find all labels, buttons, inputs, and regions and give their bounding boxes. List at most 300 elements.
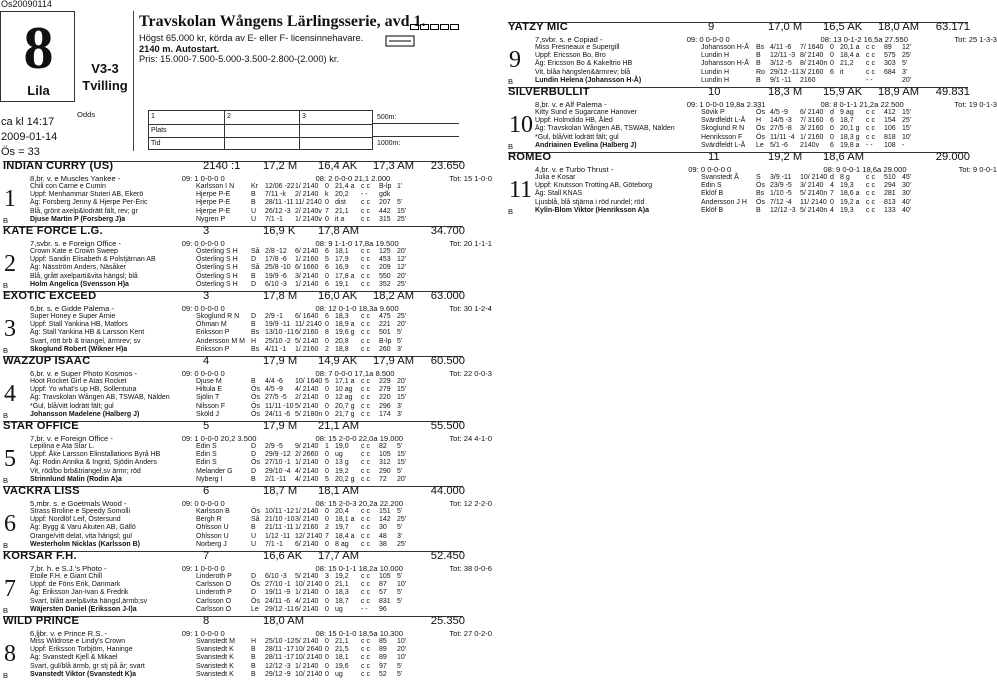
race-pos-distance: 5/ 2180n	[295, 410, 323, 418]
prize-money: 25.350	[430, 615, 465, 627]
record-1: 16,6 AK	[263, 550, 303, 562]
race-prize: 15'	[397, 394, 407, 402]
race-pos-distance: 7/ 1640	[800, 44, 824, 51]
race-date: 12/11 -3	[770, 52, 796, 60]
race-start: 0	[325, 272, 329, 280]
horse-pedigree: 8,br. v. e Alf Palema -	[535, 100, 607, 109]
race-prize: 5'	[902, 60, 908, 68]
race-gallop: c c	[361, 313, 370, 320]
race-driver: Nygren P	[196, 215, 226, 223]
horse-name[interactable]: SILVERBULLIT	[508, 86, 590, 98]
race-start: 0	[325, 467, 329, 475]
start-number: 6	[4, 511, 16, 537]
race-gallop: c c	[361, 654, 370, 662]
race-date: 19/11 -9	[265, 589, 291, 597]
race-time: dist	[335, 199, 346, 207]
trio-bet-icon	[410, 23, 460, 32]
race-gallop: c c	[361, 199, 370, 207]
race-start: 6	[830, 68, 834, 76]
entry-person: *Gul, blå/vitt lodrätt fält; gul	[30, 402, 114, 410]
race-odds: 87	[379, 581, 387, 589]
race-gallop: c c	[361, 508, 370, 515]
race-track: B	[756, 60, 761, 68]
race-date: 27/5 -8	[770, 125, 792, 133]
horse-name[interactable]: VACKRA LISS	[3, 485, 80, 497]
race-odds: B-lp	[379, 337, 392, 345]
race-track: B	[251, 199, 256, 207]
horse-pedigree: 5,mbr. s. e Goetmals Wood -	[30, 499, 127, 508]
race-date: 2/8 -12	[265, 248, 287, 255]
race-odds: 133	[884, 206, 896, 214]
odds-label: Odds	[77, 110, 96, 119]
race-start: 0	[325, 386, 329, 394]
race-pos-distance: 10/ 2140	[295, 670, 323, 678]
race-pos-distance: 3/ 2140	[800, 182, 824, 190]
race-pos-distance: 5/ 2140	[295, 337, 319, 345]
entry-person: Skoglund Robert (Wikner H)a	[30, 345, 128, 353]
entry-person: Äg: Svanstedt Kjell & Mikael	[30, 654, 118, 662]
race-date: 25/10 -12	[265, 638, 295, 645]
race-track: Le	[756, 141, 764, 149]
entry-person: Äg: Bygg & Varu Akuten AB, Gällö	[30, 524, 136, 532]
grid-row-time: Tid	[151, 140, 161, 147]
race-start: 0	[325, 516, 329, 524]
entry-person: Miss Wildrose e Lindy's Crown	[30, 638, 126, 645]
race-prize: 20'	[397, 378, 407, 385]
race-prize: 15'	[397, 451, 407, 459]
race-time	[840, 77, 866, 85]
race-prize: 15'	[397, 207, 407, 215]
race-pos-distance: 10/ 2140	[800, 174, 828, 181]
race-conditions	[139, 33, 363, 65]
record-2: 18,6 AM	[823, 151, 865, 163]
post-position: 7	[203, 550, 210, 562]
race-gallop: c c	[361, 329, 370, 337]
race-driver: Österling S H	[196, 248, 238, 255]
shoe-mark: B	[508, 77, 514, 86]
post-position: 5	[203, 420, 210, 432]
race-odds: 38	[379, 540, 387, 548]
race-driver: Svanstedt K	[196, 646, 234, 654]
stats-2008: 08: 15 0-1-0 18,5a 10.300	[315, 629, 403, 638]
race-odds: 151	[379, 508, 391, 515]
record-2: 18,1 AM	[318, 485, 360, 497]
stats-total: Tot: 9 0-0-1	[958, 165, 997, 174]
race-track: Ös	[251, 581, 260, 589]
race-start: d	[830, 174, 834, 181]
horse-pedigree: 6,ljbr. v. e Prince R.S. -	[30, 629, 108, 638]
race-date: 12/12 -3	[265, 662, 291, 670]
race-prize: 25'	[902, 52, 912, 60]
race-track: H	[251, 337, 257, 345]
entry-person: Wäjersten Daniel (Eriksson J-I)a	[30, 605, 137, 613]
prize-money: 49.831	[935, 86, 970, 98]
race-title: Travskolan Wångens Lärlingsserie, avd 1.	[139, 13, 426, 30]
race-time: 18,6 a	[840, 190, 860, 198]
race-driver: Hjerpe P-E	[196, 191, 231, 199]
stats-2009: 09: 1 0-0-0 0	[181, 629, 225, 638]
race-prize: 5'	[397, 597, 403, 605]
race-gallop: c c	[361, 337, 370, 345]
race-pos-distance: 1/ 2140v	[295, 215, 322, 223]
prize-money: 23.650	[430, 160, 465, 172]
race-track: Så	[251, 248, 260, 255]
race-odds: 315	[379, 215, 391, 223]
race-track: B	[251, 191, 256, 199]
stats-2009: 09: 0 0-0-0 0	[686, 35, 730, 44]
entry-person: Svart, rött brb & triangel, ärmrev; sv	[30, 337, 141, 345]
race-track: U	[251, 215, 257, 223]
race-prize: 20'	[397, 321, 407, 329]
race-driver: Lundin H	[701, 76, 730, 84]
race-pos-distance: 4/ 2140	[295, 597, 319, 605]
race-time: 18,3 g	[840, 133, 860, 141]
horse-name[interactable]: INDIAN CURRY (US)	[3, 160, 114, 172]
race-time: 19,2	[335, 573, 349, 580]
race-driver: Österling S H	[196, 272, 238, 280]
record-3: 18,0 AM	[878, 21, 920, 33]
race-pos-distance: 1/ 2140	[295, 280, 319, 288]
stats-total: Tot: 38 0-0-6	[449, 564, 493, 573]
game-code: Ös = 33	[1, 146, 40, 158]
race-track: B	[756, 52, 761, 60]
race-date: 6/10 -3	[265, 573, 287, 580]
race-date: 1/12 -11	[265, 532, 291, 540]
entry-person: Äg: Stall KNAS	[535, 190, 583, 198]
race-time: 21,2	[840, 60, 854, 68]
race-odds: 174	[379, 410, 391, 418]
race-date: 7/12 -4	[770, 198, 792, 206]
race-prizes: Pris: 15.000-7.500-5.000-3.500-2.800-(2.000) kr.	[139, 54, 340, 64]
race-driver: Hiltula E	[196, 386, 223, 394]
race-gallop: c c	[361, 272, 370, 280]
race-odds: 296	[379, 402, 391, 410]
race-track: Bs	[251, 329, 260, 337]
race-pos-distance: 5/ 2140	[295, 573, 319, 580]
race-time: it	[840, 68, 844, 76]
horse-name[interactable]: KATE FORCE L.G.	[3, 225, 103, 237]
race-odds	[884, 77, 902, 85]
race-time: 18,8	[335, 345, 349, 353]
prize-money: 55.500	[430, 420, 465, 432]
race-driver: Andersson J H	[701, 198, 747, 206]
race-gallop: c c	[866, 109, 875, 116]
race-start: 3	[325, 573, 329, 580]
race-odds: 105	[379, 573, 391, 580]
shoe-mark: B	[3, 281, 9, 290]
race-time: 17,9	[335, 256, 349, 264]
race-track: Ro	[756, 68, 765, 76]
race-date: 23/9 -5	[770, 182, 792, 190]
race-start: 6	[325, 264, 329, 272]
race-prize: 3'	[397, 345, 403, 353]
race-track: Bs	[251, 345, 260, 353]
race-pos-distance: 2/ 2140v	[295, 207, 322, 215]
stats-total: Tot: 22 0-0-3	[449, 369, 493, 378]
race-time: 20,4	[335, 508, 349, 515]
record-1: 17,9 M	[263, 355, 298, 367]
race-driver: Henriksson F	[701, 133, 743, 141]
race-track: B	[251, 475, 256, 483]
race-prize: 10'	[397, 638, 407, 645]
race-gallop: c c	[361, 638, 370, 645]
race-track: B	[251, 670, 256, 678]
post-position: 9	[708, 21, 715, 33]
race-gallop: c c	[361, 581, 370, 589]
race-driver: Johansson H-Å	[701, 60, 749, 68]
race-track: Le	[251, 605, 259, 613]
race-date: 6/10 -3	[265, 280, 287, 288]
race-time: 20,1 g	[840, 125, 860, 133]
horse-name[interactable]: KORSAR F.H.	[3, 550, 77, 562]
race-pos-distance: 3/ 2160	[800, 68, 824, 76]
entry-person: Etoile F.H. e Giant Chill	[30, 573, 102, 580]
race-odds: 207	[379, 199, 391, 207]
entry-person: Westerholm Nicklas (Karlsson B)	[30, 540, 140, 548]
race-date: 4/4 -6	[265, 378, 283, 385]
race-pos-distance: 4/ 2140	[295, 475, 319, 483]
split-500: 500m:	[377, 114, 397, 121]
race-track: Ös	[251, 410, 260, 418]
race-gallop: c c	[361, 516, 370, 524]
race-start	[830, 77, 840, 85]
race-start: 0	[325, 605, 329, 613]
record-3: 18,2 AM	[373, 290, 415, 302]
race-time: 20,7 g	[335, 402, 355, 410]
race-prize: 20'	[902, 76, 912, 84]
grid-row-place: Plats	[151, 127, 167, 134]
race-odds: 221	[379, 321, 391, 329]
race-start: 6	[325, 248, 329, 255]
race-gallop: c c	[361, 378, 370, 385]
race-pos-distance: 5/ 2140n	[800, 190, 828, 198]
race-prize: 3'	[397, 410, 403, 418]
record-2: 15,9 AK	[823, 86, 863, 98]
race-date: 2009-01-14	[1, 131, 58, 143]
entry-person: Orange/vitt delat, vita hängsl; gul	[30, 532, 132, 540]
stats-2009: 09: 0 0-0-0 0	[181, 304, 225, 313]
horse-pedigree: 7,svbr. s. e Copiad -	[535, 35, 603, 44]
stats-2009: 09: 1 0-0-0 0	[181, 564, 225, 573]
race-gallop: c c	[866, 60, 875, 68]
race-driver: Eklöf B	[701, 190, 724, 198]
race-time: 20,2	[335, 191, 349, 199]
stats-2008: 08: 9 1-1-0 17,8a 19.500	[315, 239, 399, 248]
race-track: Så	[251, 264, 260, 272]
entry-person: Uppf: Sandin Elisabeth & Polstjärnan AB	[30, 256, 156, 264]
stats-2009: 09: 0 0-0-0 0	[181, 239, 225, 248]
stats-2009: 09: 1 0-0-0 19,8a 2.331	[686, 100, 766, 109]
shoe-mark: B	[3, 606, 9, 615]
entry-person: Hoot Rocket Girl e Atas Rocket	[30, 378, 127, 385]
race-prize: 25'	[397, 280, 407, 288]
race-start: 0	[325, 646, 329, 654]
race-start: 0	[325, 410, 329, 418]
race-pos-distance: 1/ 2140	[295, 459, 319, 467]
grid-col-1: 1	[151, 113, 155, 120]
shoe-mark: B	[3, 541, 9, 550]
entry-person: Uppf: Stall Yankina HB, Matfors	[30, 321, 128, 329]
stats-2008: 08: 9 0-0-1 18,6a 29.000	[823, 165, 907, 174]
race-gallop: c c	[361, 573, 370, 580]
race-time: 18,3	[335, 589, 349, 597]
race-gallop: c c	[866, 182, 875, 190]
race-pos-distance: 6/ 2140	[800, 109, 824, 116]
race-odds: 142	[379, 516, 391, 524]
race-odds: 154	[884, 117, 896, 125]
entry-person: Lundin Helena (Johansson H-Å)	[535, 76, 642, 84]
race-time: 9 ag	[840, 109, 854, 116]
race-track: Ös	[756, 109, 765, 116]
prize-money: 34.700	[430, 225, 465, 237]
race-gallop: c c	[361, 215, 370, 223]
race-odds: 57	[379, 589, 387, 597]
race-gallop: c c	[866, 117, 875, 125]
stats-2008: 08: 7 0-0-0 17,1a 8.500	[315, 369, 395, 378]
race-track: B	[251, 321, 256, 329]
entry-person: Lepilina e Ata Star L.	[30, 443, 95, 450]
race-pos-distance: 7/ 3160	[800, 117, 824, 125]
horse-name[interactable]: STAR OFFICE	[3, 420, 79, 432]
stats-2008: 08: 8 0-1-1 21,2a 22.500	[820, 100, 904, 109]
horse-name[interactable]: YATZY MIC	[508, 21, 569, 33]
race-pos-distance: 3/ 2160	[800, 125, 824, 133]
race-date: 3/12 -5	[770, 60, 792, 68]
race-start: 0	[325, 654, 329, 662]
race-pos-distance: 11/ 2140	[295, 321, 322, 329]
record-1: 18,7 M	[263, 485, 298, 497]
horse-name[interactable]: EXOTIC EXCEED	[3, 290, 97, 302]
race-prize: 20'	[397, 646, 407, 654]
stats-2008: 08: 15 2-0-0 22,0a 19.000	[315, 434, 403, 443]
horse-pedigree: 7,br. h. e S.J.'s Photo -	[30, 564, 107, 573]
race-odds: 48	[379, 532, 387, 540]
horse-name[interactable]: ROMEO	[508, 151, 552, 163]
race-pos-distance: 2160	[800, 76, 816, 84]
race-date: 12/06 -22	[265, 183, 295, 190]
race-prize: 3'	[397, 532, 403, 540]
program-color: Lila	[27, 83, 50, 98]
race-gallop: c c	[361, 402, 370, 410]
race-track: B	[251, 378, 256, 385]
race-time: 8 g	[840, 174, 850, 181]
race-start: 0	[325, 321, 329, 329]
race-gallop: c c	[361, 459, 370, 467]
race-odds: 575	[884, 52, 896, 60]
race-track: Ös	[251, 394, 260, 402]
race-date: 1/10 -5	[770, 190, 792, 198]
race-odds: 209	[379, 264, 391, 272]
race-date: 25/10 -2	[265, 337, 291, 345]
race-driver: Skoglund R N	[196, 313, 240, 320]
race-prize: 15'	[902, 125, 912, 133]
race-prize: 5'	[397, 329, 403, 337]
race-gallop: c c	[361, 597, 370, 605]
race-odds: 97	[379, 662, 387, 670]
race-track: Ös	[251, 597, 260, 605]
horse-name[interactable]: WILD PRINCE	[3, 615, 80, 627]
race-date: 19/9 -11	[265, 321, 291, 329]
race-odds: 82	[379, 443, 387, 450]
race-date: 13/10 -11	[265, 329, 295, 337]
race-prize: 12'	[902, 44, 912, 51]
race-driver: Edin S	[196, 459, 217, 467]
race-time: 19,1	[335, 280, 349, 288]
post-position: 3	[203, 225, 210, 237]
race-gallop: - -	[866, 141, 873, 149]
race-pos-distance: 6/ 1660	[295, 264, 319, 272]
race-gallop: c c	[361, 532, 370, 540]
race-prize: 5'	[397, 443, 403, 450]
race-date: 12/12 -3	[770, 206, 796, 214]
race-pos-distance: 6/ 2140	[295, 605, 319, 613]
race-start: 0	[830, 52, 834, 60]
race-pos-distance: 10/ 2640	[295, 646, 323, 654]
race-start: 5	[325, 475, 329, 483]
race-pos-distance: 5/ 2140	[295, 638, 319, 645]
race-driver: Svanstedt M	[196, 638, 235, 645]
race-track: Ös	[251, 402, 260, 410]
race-start: 7	[325, 532, 329, 540]
race-odds: 303	[884, 60, 896, 68]
race-odds: 501	[379, 329, 391, 337]
start-number: 8	[4, 641, 16, 667]
race-gallop: c c	[866, 206, 875, 214]
entry-person: Vit, röd/bo brb&triangel,sv ärmr; röd	[30, 467, 141, 475]
post-position: 6	[203, 485, 210, 497]
record-2: 17,8 AM	[318, 225, 360, 237]
start-number: 9	[509, 47, 521, 73]
race-prize: 25'	[397, 313, 407, 320]
entry-person: Äg: Eriksson Jan-Ivan & Fredrik	[30, 589, 129, 597]
race-track: D	[251, 443, 257, 450]
race-date: 9/1 -11	[770, 76, 792, 84]
race-odds: 89	[379, 646, 387, 654]
race-pos-distance: 6/ 2160	[295, 329, 319, 337]
race-pos-distance: 10/ 1640	[295, 378, 323, 385]
race-start: 5	[325, 378, 329, 385]
race-driver: Svanstedt K	[196, 670, 234, 678]
shoe-mark: B	[3, 411, 9, 420]
race-pos-distance: 8/ 2140	[800, 52, 824, 60]
race-start: 0	[325, 662, 329, 670]
horse-pedigree: 6,br. s. e Gidde Palema -	[30, 304, 114, 313]
race-track: B	[251, 654, 256, 662]
race-prize: 5'	[397, 670, 403, 678]
race-gallop: c c	[361, 467, 370, 475]
race-gallop: c c	[361, 386, 370, 394]
race-odds: 294	[884, 182, 896, 190]
race-pos-distance: 1/ 2140	[295, 662, 319, 670]
race-driver: Svärdfeldt L-Å	[701, 117, 746, 125]
horse-pedigree: 7,svbr. s. e Foreign Office -	[30, 239, 122, 248]
race-time: 18,7	[840, 117, 854, 125]
race-date: 29/9 -12	[265, 451, 291, 459]
race-time: 19,7	[335, 524, 349, 532]
race-date: 17/8 -6	[265, 256, 287, 264]
entry-person: Vit, blåa hängslen&ärmrev; blå	[535, 68, 631, 76]
race-date: 2/9 -1	[265, 313, 283, 320]
race-pos-distance: 8/ 2140n	[800, 60, 828, 68]
race-date: 25/8 -10	[265, 264, 291, 272]
race-prize: 15'	[902, 109, 912, 116]
race-pos-distance: 1/ 2160	[295, 256, 319, 264]
race-time: 17,1 a	[335, 378, 355, 385]
race-gallop: - -	[866, 76, 873, 84]
race-prize: 15'	[397, 459, 407, 467]
horse-name[interactable]: WAZZUP ISAAC	[3, 355, 91, 367]
race-odds: 290	[379, 467, 391, 475]
